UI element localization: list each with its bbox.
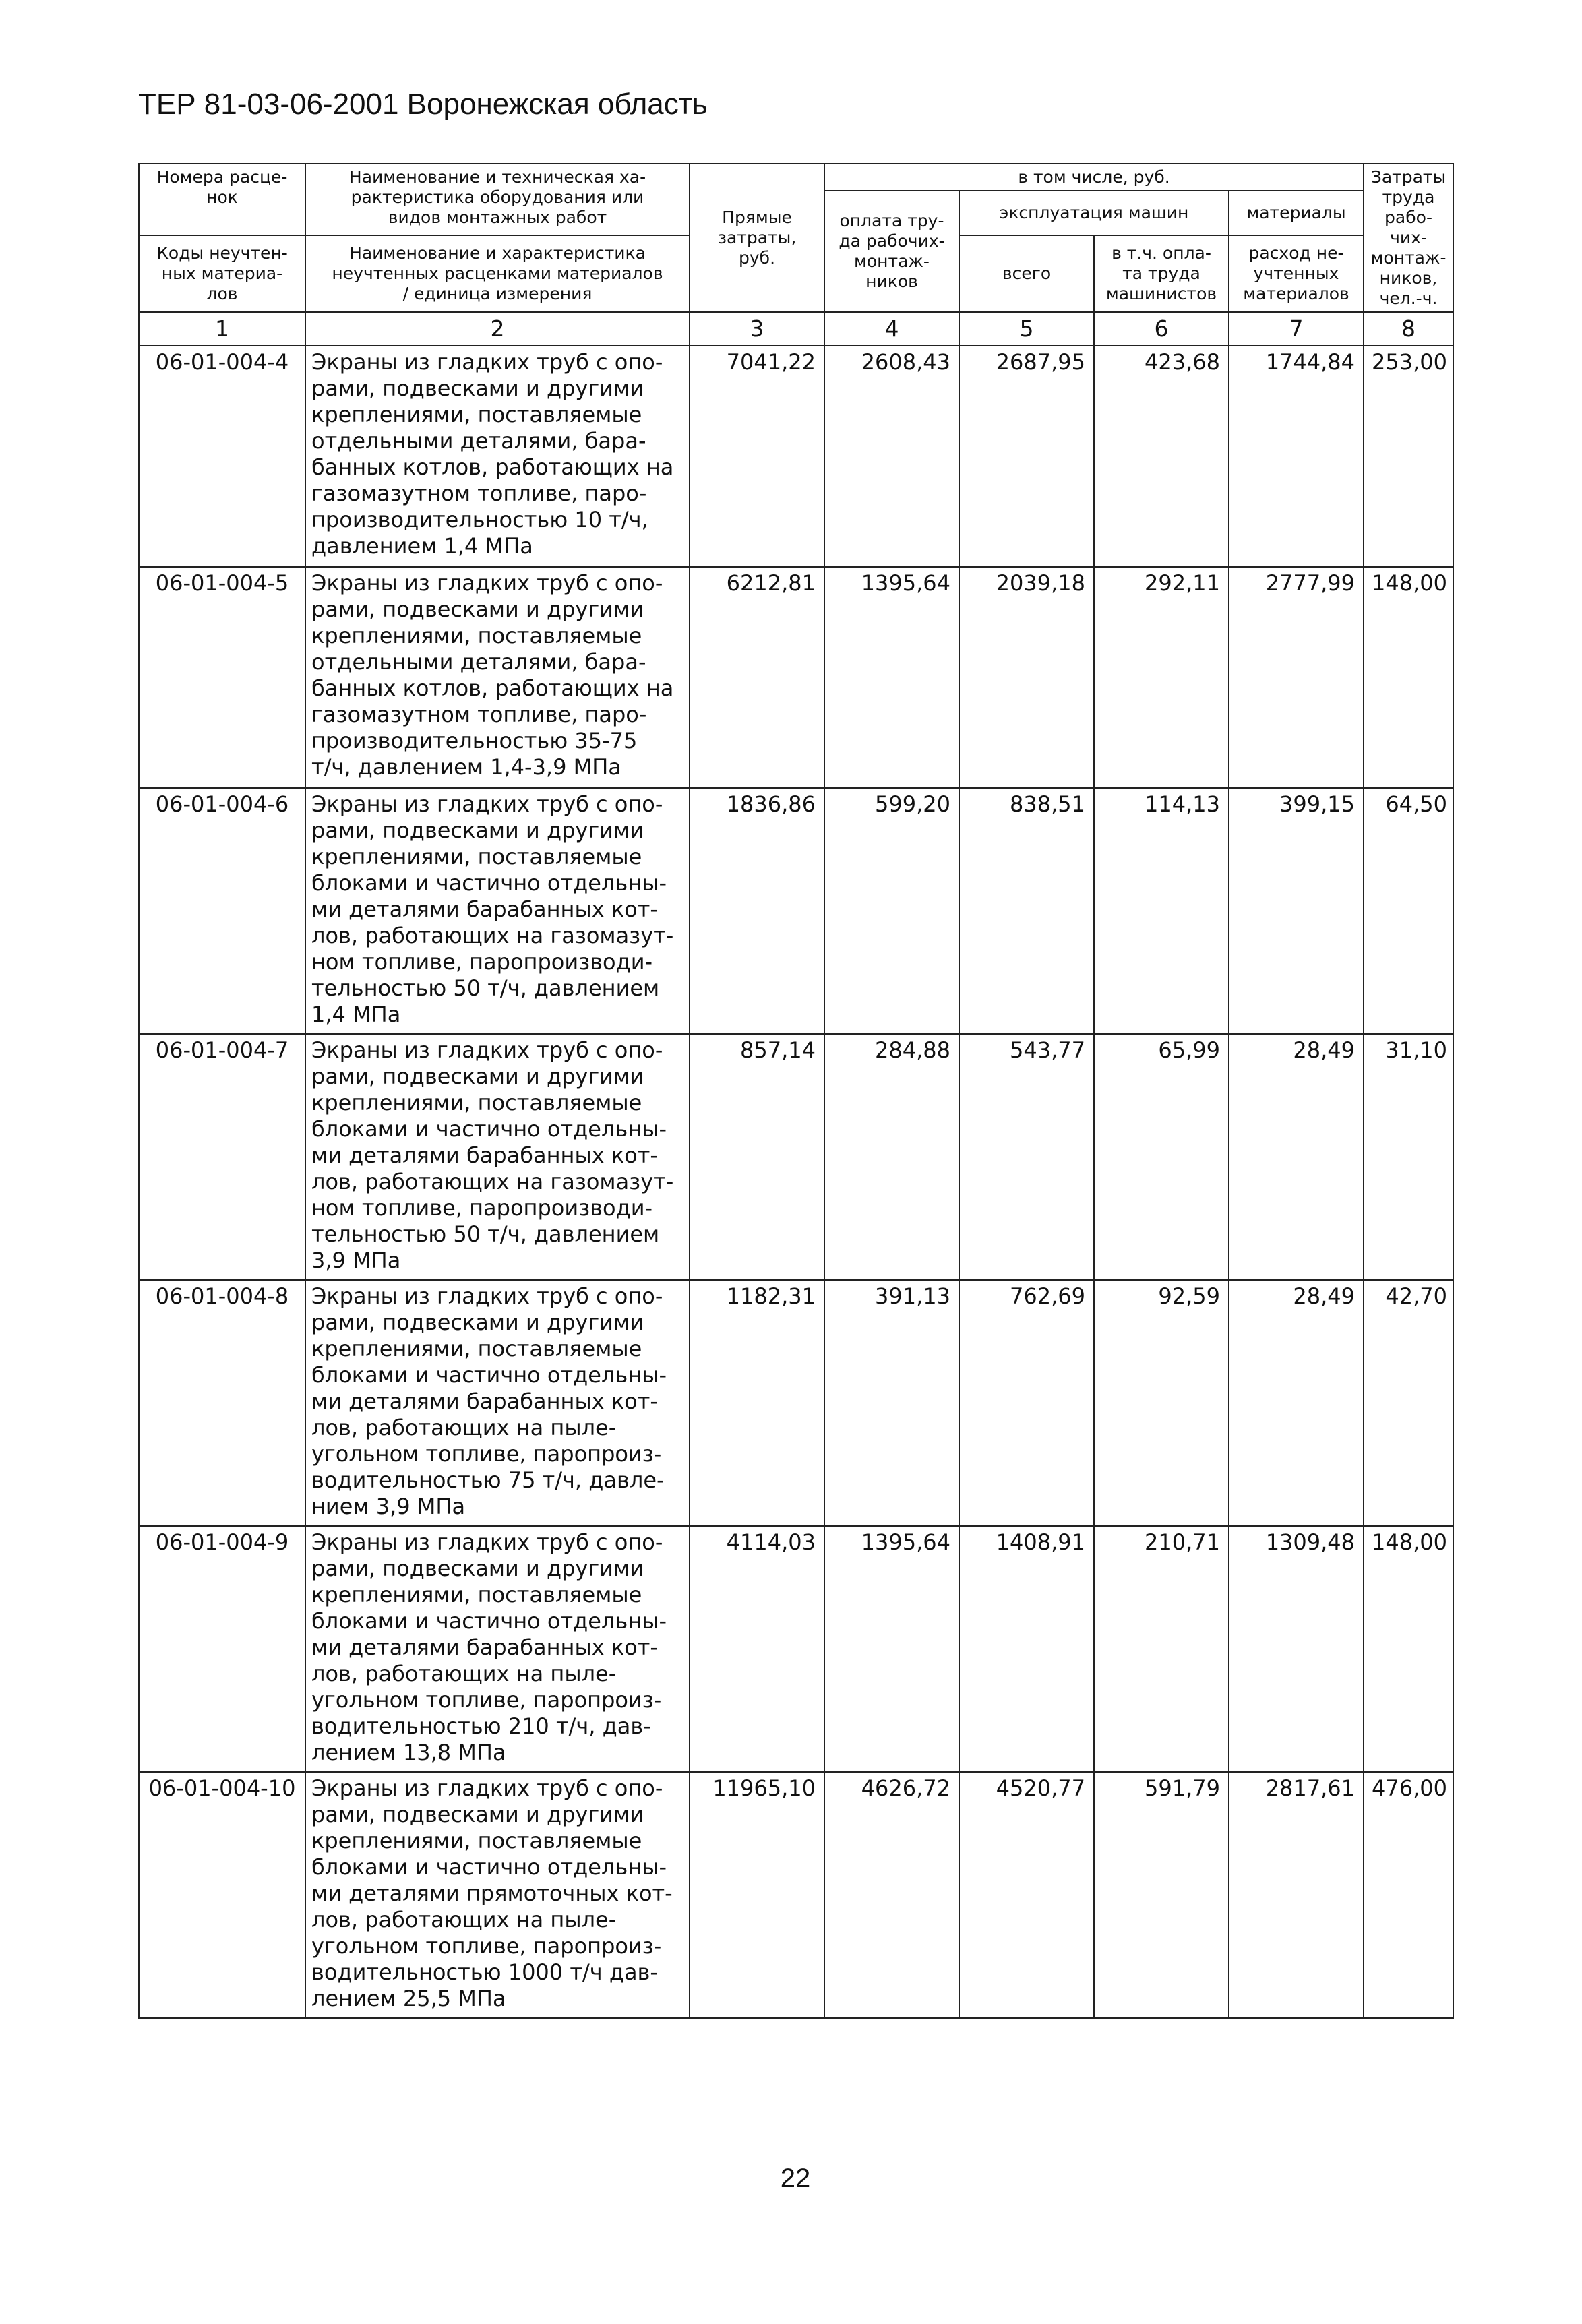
column-number: 2 — [305, 312, 690, 346]
direct-costs: 857,14 — [690, 1034, 824, 1280]
direct-costs: 1182,31 — [690, 1280, 824, 1526]
machines-total: 762,69 — [959, 1280, 1094, 1526]
rate-code: 06-01-004-10 — [139, 1772, 305, 2018]
header-unaccounted-materials: расход не- учтенных материалов — [1229, 235, 1364, 312]
direct-costs: 1836,86 — [690, 788, 824, 1034]
rate-description: Экраны из гладких труб с опо- рами, подвесками и другими креплениями, поставляемые отдельными деталями, бара- банных котлов, работающих на газомазутном топливе, паро- производительностью 35-75 т/ч, давлением 1,4-3,9 МПа — [305, 567, 690, 788]
table-row — [139, 1280, 1453, 1526]
table-row — [139, 1526, 1453, 1772]
machinist-wages: 114,13 — [1094, 788, 1229, 1034]
machines-total: 543,77 — [959, 1034, 1094, 1280]
header-code-2: Коды неучтен- ных материа- лов — [139, 235, 305, 312]
direct-costs: 6212,81 — [690, 567, 824, 788]
table-row — [139, 788, 1453, 1034]
materials-cost: 399,15 — [1229, 788, 1364, 1034]
labor-hours: 64,50 — [1364, 788, 1453, 1034]
table-row — [139, 567, 1453, 788]
materials-cost: 28,49 — [1229, 1280, 1364, 1526]
header-materials: материалы — [1229, 191, 1364, 235]
rate-description: Экраны из гладких труб с опо- рами, подвесками и другими креплениями, поставляемые блоками и частично отдельны- ми деталями барабанных кот- лов, работающих на газомазут- ном топливе, паропроизводи- тельностью 50 т/ч, давлением 1,4 МПа — [305, 788, 690, 1034]
rate-code: 06-01-004-4 — [139, 346, 305, 567]
workers-wages: 391,13 — [824, 1280, 959, 1526]
machines-total: 2039,18 — [959, 567, 1094, 788]
machines-total: 1408,91 — [959, 1526, 1094, 1772]
rate-code: 06-01-004-9 — [139, 1526, 305, 1772]
machinist-wages: 292,11 — [1094, 567, 1229, 788]
header-machinist-wages: в т.ч. опла- та труда машинистов — [1094, 235, 1229, 312]
header-name-2: Наименование и характеристика неучтенных расценками материалов / единица измерения — [305, 235, 690, 312]
machines-total: 838,51 — [959, 788, 1094, 1034]
direct-costs: 4114,03 — [690, 1526, 824, 1772]
header-labor: Затраты труда рабо- чих- монтаж- ников, чел.-ч. — [1364, 164, 1453, 312]
machinist-wages: 591,79 — [1094, 1772, 1229, 2018]
rate-description: Экраны из гладких труб с опо- рами, подвесками и другими креплениями, поставляемые блоками и частично отдельны- ми деталями барабанных кот- лов, работающих на пыле- угольном топливе, паропроиз- водительностью 210 т/ч, дав- лением 13,8 МПа — [305, 1526, 690, 1772]
header-machines: эксплуатация машин — [959, 191, 1229, 235]
rate-code: 06-01-004-5 — [139, 567, 305, 788]
direct-costs: 11965,10 — [690, 1772, 824, 2018]
labor-hours: 253,00 — [1364, 346, 1453, 567]
machinist-wages: 92,59 — [1094, 1280, 1229, 1526]
materials-cost: 2817,61 — [1229, 1772, 1364, 2018]
document-title: ТЕР 81-03-06-2001 Воронежская область — [138, 88, 708, 121]
header-including: в том числе, руб. — [824, 164, 1364, 191]
rate-code: 06-01-004-8 — [139, 1280, 305, 1526]
column-number: 1 — [139, 312, 305, 346]
header-name: Наименование и техническая ха- рактеристика оборудования или видов монтажных работ — [305, 164, 690, 235]
header-code: Номера расце- нок — [139, 164, 305, 235]
column-number: 8 — [1364, 312, 1453, 346]
workers-wages: 2608,43 — [824, 346, 959, 567]
rate-description: Экраны из гладких труб с опо- рами, подвесками и другими креплениями, поставляемые блоками и частично отдельны- ми деталями барабанных кот- лов, работающих на пыле- угольном топливе, паропроиз- водительностью 75 т/ч, давле- нием 3,9 МПа — [305, 1280, 690, 1526]
column-number: 5 — [959, 312, 1094, 346]
column-numbers-row — [139, 312, 1453, 346]
column-number: 4 — [824, 312, 959, 346]
header-wages: оплата тру- да рабочих- монтаж- ников — [824, 191, 959, 312]
machinist-wages: 210,71 — [1094, 1526, 1229, 1772]
table-row — [139, 1772, 1453, 2018]
direct-costs: 7041,22 — [690, 346, 824, 567]
workers-wages: 284,88 — [824, 1034, 959, 1280]
rate-description: Экраны из гладких труб с опо- рами, подвесками и другими креплениями, поставляемые блоками и частично отдельны- ми деталями прямоточных кот- лов, работающих на пыле- угольном топливе, паропроиз- водительностью 1000 т/ч дав- лением 25,5 МПа — [305, 1772, 690, 2018]
machines-total: 4520,77 — [959, 1772, 1094, 2018]
materials-cost: 28,49 — [1229, 1034, 1364, 1280]
materials-cost: 1744,84 — [1229, 346, 1364, 567]
header-machines-total: всего — [959, 235, 1094, 312]
rate-description: Экраны из гладких труб с опо- рами, подвесками и другими креплениями, поставляемые отдельными деталями, бара- банных котлов, работающих на газомазутном топливе, паро- производительностью 10 т/ч, давлением 1,4 МПа — [305, 346, 690, 567]
workers-wages: 599,20 — [824, 788, 959, 1034]
page-number: 22 — [780, 2164, 811, 2193]
rate-code: 06-01-004-6 — [139, 788, 305, 1034]
rate-description: Экраны из гладких труб с опо- рами, подвесками и другими креплениями, поставляемые блоками и частично отдельны- ми деталями барабанных кот- лов, работающих на газомазут- ном топливе, паропроизводи- тельностью 50 т/ч, давлением 3,9 МПа — [305, 1034, 690, 1280]
rate-code: 06-01-004-7 — [139, 1034, 305, 1280]
column-number: 3 — [690, 312, 824, 346]
labor-hours: 476,00 — [1364, 1772, 1453, 2018]
materials-cost: 2777,99 — [1229, 567, 1364, 788]
labor-hours: 31,10 — [1364, 1034, 1453, 1280]
machines-total: 2687,95 — [959, 346, 1094, 567]
labor-hours: 148,00 — [1364, 1526, 1453, 1772]
rates-table — [138, 163, 1454, 2019]
labor-hours: 148,00 — [1364, 567, 1453, 788]
machinist-wages: 423,68 — [1094, 346, 1229, 567]
workers-wages: 1395,64 — [824, 1526, 959, 1772]
machinist-wages: 65,99 — [1094, 1034, 1229, 1280]
workers-wages: 1395,64 — [824, 567, 959, 788]
column-number: 7 — [1229, 312, 1364, 346]
column-number: 6 — [1094, 312, 1229, 346]
header-direct-costs: Прямые затраты, руб. — [690, 164, 824, 312]
table-row — [139, 346, 1453, 567]
labor-hours: 42,70 — [1364, 1280, 1453, 1526]
materials-cost: 1309,48 — [1229, 1526, 1364, 1772]
table-row — [139, 1034, 1453, 1280]
workers-wages: 4626,72 — [824, 1772, 959, 2018]
table-header — [139, 164, 1453, 312]
